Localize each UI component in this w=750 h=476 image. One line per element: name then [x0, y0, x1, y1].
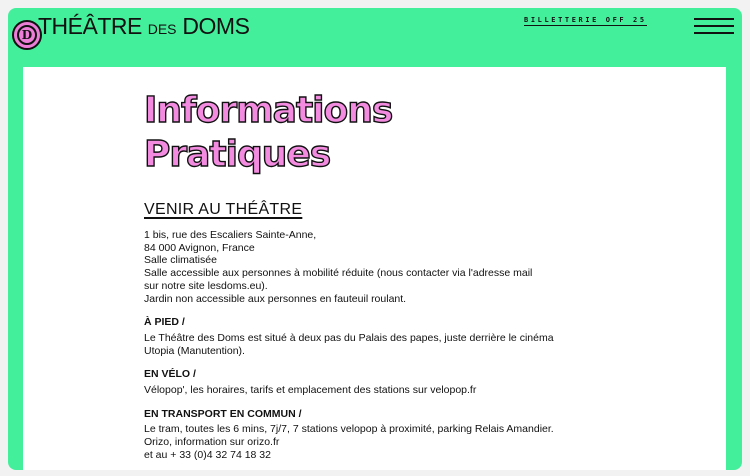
- page-title-line-2: Pratiques: [144, 134, 331, 175]
- menu-line-icon: [694, 18, 734, 20]
- subsection-text-en-velo: [144, 384, 614, 397]
- page-frame: [8, 8, 742, 470]
- subsection-heading-a-pied: À PIED /: [144, 316, 185, 329]
- hamburger-menu-button[interactable]: [694, 18, 734, 34]
- page-title: [144, 89, 614, 177]
- address-line: Salle climatisée: [144, 254, 217, 267]
- page-title-line-1: Informations: [144, 90, 393, 131]
- text-line: Le Théâtre des Doms est situé à deux pas du Palais des papes, juste derrière le cinéma: [144, 331, 554, 344]
- address-line: 84 000 Avignon, France: [144, 241, 255, 254]
- address-line: 1 bis, rue des Escaliers Sainte-Anne,: [144, 229, 317, 241]
- address-block: [144, 229, 614, 305]
- address-line: Salle accessible aux personnes à mobilité réduite (nous contacter via l'adresse mail: [144, 267, 533, 280]
- subsection-heading-en-velo: EN VÉLO /: [144, 368, 196, 381]
- content-panel: [23, 67, 726, 470]
- text-line: et au + 33 (0)4 32 74 18 32: [144, 448, 271, 461]
- text-line: Utopia (Manutention).: [144, 344, 245, 357]
- section-heading-venir: VENIR AU THÉÂTRE: [144, 201, 303, 218]
- menu-line-icon: [694, 25, 734, 27]
- subsection-text-a-pied: [144, 332, 614, 357]
- subsection-heading-transport: EN TRANSPORT EN COMMUN /: [144, 407, 302, 420]
- menu-line-icon: [694, 32, 734, 34]
- main-content: [144, 89, 614, 462]
- subsection-text-transport: [144, 423, 614, 461]
- address-line: Jardin non accessible aux personnes en fauteuil roulant.: [144, 292, 407, 305]
- site-title: [38, 13, 249, 40]
- text-line: Le tram, toutes les 6 mins, 7j/7, 7 stations velopop à proximité, parking Relais Amandier.: [144, 423, 554, 436]
- address-line: sur notre site lesdoms.eu).: [144, 279, 268, 292]
- text-line: Vélopop', les horaires, tarifs et emplacement des stations sur velopop.fr: [144, 384, 477, 397]
- billetterie-link[interactable]: BILLETTERIE OFF 25: [524, 16, 647, 24]
- text-line: Orizo, information sur orizo.fr: [144, 436, 280, 449]
- site-title-main: THÉÂTRE: [38, 13, 142, 39]
- site-title-end: DOMS: [182, 13, 250, 39]
- site-title-des: DES: [147, 21, 177, 37]
- logo-letter: D: [17, 25, 37, 45]
